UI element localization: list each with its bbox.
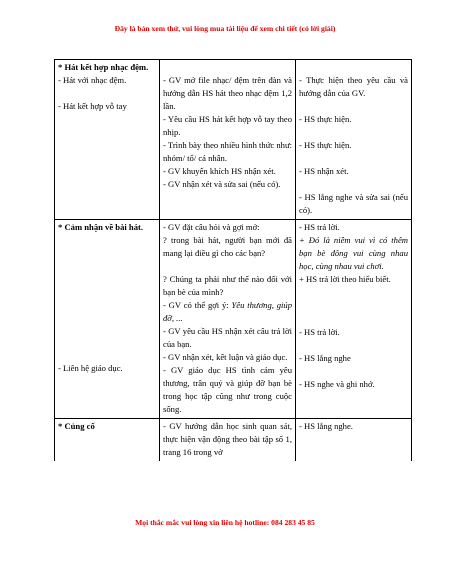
section-heading: * Cảm nhận về bài hát.	[58, 222, 143, 232]
student-step: - HS thực hiện.	[299, 114, 352, 124]
teacher-cell	[160, 60, 296, 220]
activity-cell	[55, 419, 160, 462]
teacher-step: - GV có thể gợi ý: Yêu thương, giúp đỡ, ...	[163, 300, 292, 323]
section-heading: * Hát kết hợp nhạc đệm.	[58, 62, 149, 72]
student-cell	[296, 419, 412, 462]
student-answer: + Đó là niềm vui vì có thêm bạn bè đông vui cùng nhau học, cùng nhau vui chơi.	[299, 235, 408, 271]
table-row	[55, 60, 412, 220]
teacher-cell	[160, 419, 296, 462]
activity-item: - Liên hệ giáo dục.	[58, 363, 123, 373]
activity-item: - Hát với nhạc đệm.	[58, 75, 127, 85]
activity-cell	[55, 220, 160, 419]
student-step: - HS trả lời.	[299, 222, 340, 232]
student-step: - HS lắng nghe	[299, 353, 351, 363]
teacher-step: - GV nhận xét và sửa sai (nếu có).	[163, 179, 281, 189]
teacher-step: - GV giáo dục HS tình cảm yêu thương, trân quý và giúp đỡ bạn bè trong học tập cũng như trong cuộc sống.	[163, 365, 292, 414]
teacher-step: - GV yêu cầu HS nhận xét câu trả lời của bạn.	[163, 326, 292, 349]
hint-text: Yêu thương, giúp đỡ, ...	[163, 300, 292, 323]
teacher-step: - GV mở file nhạc/ đệm trên đàn và hướng dẫn HS hát theo nhạc đệm 1,2 lần.	[163, 75, 292, 111]
table-row	[55, 220, 412, 419]
teacher-step: - GV nhận xét, kết luận và giáo dục.	[163, 352, 288, 362]
activity-cell	[55, 60, 160, 220]
section-heading: * Củng cố	[58, 421, 95, 431]
hotline-notice: Mọi thắc mắc vui lòng xin liên hệ hotline: 084 283 45 85	[135, 518, 315, 527]
activity-item: - Hát kết hợp vỗ tay	[58, 101, 127, 111]
lesson-plan-table	[54, 59, 412, 461]
student-step: - HS nhận xét.	[299, 166, 349, 176]
teacher-step: - Yêu cầu HS hát kết hợp vỗ tay theo nhịp.	[163, 114, 292, 137]
student-cell	[296, 60, 412, 220]
preview-notice: Đây là bản xem thử, vui lòng mua tài liệu để xem chi tiết (có lời giải)	[114, 24, 336, 33]
teacher-step: - GV hướng dẫn học sinh quan sát, thực hiện vận động theo bài tập số 1, trang 16 trong vở	[163, 421, 292, 457]
student-step: - HS trả lời.	[299, 327, 340, 337]
student-step: - HS nghe và ghi nhớ.	[299, 379, 375, 389]
teacher-step: - GV khuyến khích HS nhận xét.	[163, 166, 276, 176]
teacher-step: - Trình bày theo nhiều hình thức như: nhóm/ tổ/ cá nhân.	[163, 140, 292, 163]
teacher-question: ? Chúng ta phải như thế nào đối với bạn bè của mình?	[163, 274, 292, 297]
student-step: - HS lắng nghe và sửa sai (nếu có).	[299, 192, 408, 215]
teacher-cell	[160, 220, 296, 419]
teacher-step: - GV đặt câu hỏi và gợi mở:	[163, 222, 260, 232]
student-step: - HS lắng nghe.	[299, 421, 353, 431]
teacher-question: ? trong bài hát, người bạn mới đã mang lại điều gì cho các bạn?	[163, 235, 292, 258]
student-step: + HS trả lời theo hiểu biết.	[299, 274, 391, 284]
table-row	[55, 419, 412, 462]
student-step: - Thực hiện theo yêu cầu và hướng dẫn của GV.	[299, 75, 408, 98]
student-cell	[296, 220, 412, 419]
student-step: - HS thực hiện.	[299, 140, 352, 150]
